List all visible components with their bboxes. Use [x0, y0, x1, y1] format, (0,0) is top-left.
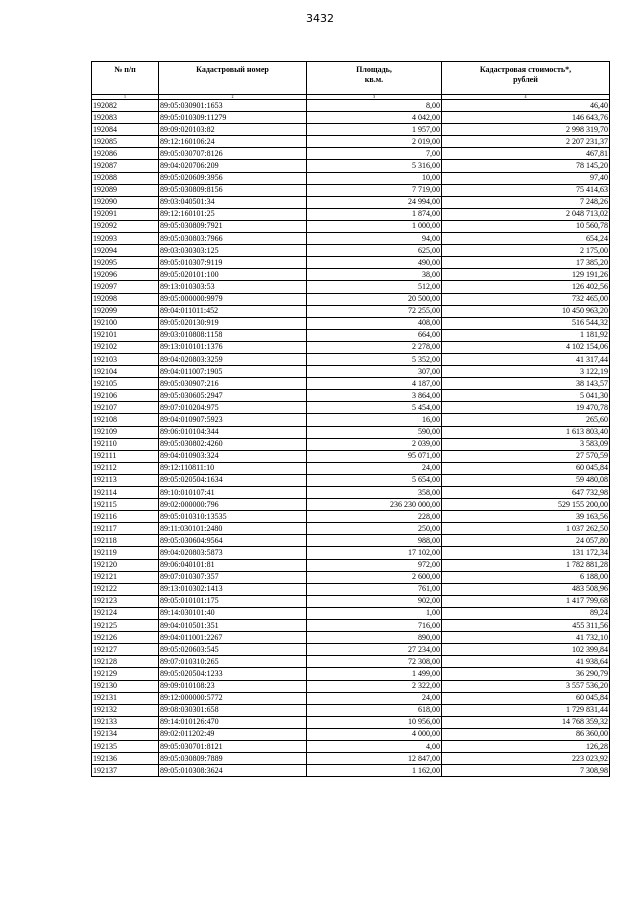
cadastral-number-cell: 89:02:000000:796: [159, 499, 307, 511]
cadastral-value-cell: 223 023,92: [442, 753, 610, 765]
table-row: [92, 317, 610, 329]
row-number-cell: 192105: [92, 378, 159, 390]
row-number-cell: 192113: [92, 474, 159, 486]
cadastral-number-cell: 89:08:030301:658: [159, 704, 307, 716]
area-cell: 27 234,00: [307, 644, 442, 656]
area-cell: 5 316,00: [307, 160, 442, 172]
row-number-cell: 192126: [92, 632, 159, 644]
table-row: [92, 632, 610, 644]
row-number-cell: 192103: [92, 353, 159, 365]
cadastral-value-cell: 1 613 803,40: [442, 426, 610, 438]
cadastral-number-cell: 89:04:011007:1905: [159, 366, 307, 378]
cadastral-number-cell: 89:05:010308:3624: [159, 765, 307, 777]
row-number-cell: 192089: [92, 184, 159, 196]
cadastral-number-cell: 89:12:000000:5772: [159, 692, 307, 704]
table-row: [92, 716, 610, 728]
cadastral-number-cell: 89:05:030802:4260: [159, 438, 307, 450]
cadastral-number-cell: 89:14:030101:40: [159, 607, 307, 619]
row-number-cell: 192102: [92, 341, 159, 353]
cadastral-number-cell: 89:14:010126:470: [159, 716, 307, 728]
cadastral-number-cell: 89:03:010808:1158: [159, 329, 307, 341]
cadastral-value-cell: 19 470,78: [442, 402, 610, 414]
cadastral-number-cell: 89:09:020103:82: [159, 124, 307, 136]
cadastral-number-cell: 89:04:011001:2267: [159, 632, 307, 644]
area-cell: 7,00: [307, 148, 442, 160]
cadastral-number-cell: 89:05:030901:1653: [159, 100, 307, 112]
cadastral-number-cell: 89:11:030101:2480: [159, 523, 307, 535]
row-number-cell: 192084: [92, 124, 159, 136]
cadastral-number-cell: 89:05:020101:100: [159, 269, 307, 281]
cadastral-number-cell: 89:05:030809:8156: [159, 184, 307, 196]
cadastral-value-cell: 7 248,26: [442, 196, 610, 208]
cadastral-value-cell: 1 417 799,68: [442, 595, 610, 607]
cadastral-number-cell: 89:04:011011:452: [159, 305, 307, 317]
cadastral-number-cell: 89:04:020803:3259: [159, 353, 307, 365]
area-cell: 228,00: [307, 511, 442, 523]
row-number-cell: 192129: [92, 668, 159, 680]
row-number-cell: 192121: [92, 571, 159, 583]
cadastral-value-cell: 2 175,00: [442, 245, 610, 257]
table-row: [92, 438, 610, 450]
area-cell: 16,00: [307, 414, 442, 426]
area-cell: 236 230 000,00: [307, 499, 442, 511]
cadastral-value-cell: 41 938,64: [442, 656, 610, 668]
cadastral-number-cell: 89:03:040501:34: [159, 196, 307, 208]
area-cell: 716,00: [307, 620, 442, 632]
area-cell: 664,00: [307, 329, 442, 341]
table-row: [92, 148, 610, 160]
table-row: [92, 208, 610, 220]
area-cell: 902,00: [307, 595, 442, 607]
area-cell: 72 255,00: [307, 305, 442, 317]
table-row: [92, 426, 610, 438]
row-number-cell: 192106: [92, 390, 159, 402]
area-cell: 4 187,00: [307, 378, 442, 390]
row-number-cell: 192135: [92, 740, 159, 752]
cadastral-value-cell: 265,60: [442, 414, 610, 426]
row-number-cell: 192137: [92, 765, 159, 777]
table-row: [92, 559, 610, 571]
table-row: [92, 245, 610, 257]
area-cell: 590,00: [307, 426, 442, 438]
cadastral-number-cell: 89:05:030707:8126: [159, 148, 307, 160]
row-number-cell: 192115: [92, 499, 159, 511]
cadastral-value-cell: 732 465,00: [442, 293, 610, 305]
row-number-cell: 192120: [92, 559, 159, 571]
table-row: [92, 366, 610, 378]
area-cell: 972,00: [307, 559, 442, 571]
table-row: [92, 535, 610, 547]
row-number-cell: 192087: [92, 160, 159, 172]
cadastral-value-cell: 126,28: [442, 740, 610, 752]
area-cell: 72 308,00: [307, 656, 442, 668]
table-row: [92, 196, 610, 208]
cadastral-number-cell: 89:05:020603:545: [159, 644, 307, 656]
table-row: [92, 740, 610, 752]
row-number-cell: 192109: [92, 426, 159, 438]
row-number-cell: 192085: [92, 136, 159, 148]
row-number-cell: 192136: [92, 753, 159, 765]
area-cell: 24,00: [307, 692, 442, 704]
table-row: [92, 571, 610, 583]
table-row: [92, 595, 610, 607]
table-row: [92, 233, 610, 245]
row-number-cell: 192122: [92, 583, 159, 595]
area-cell: 625,00: [307, 245, 442, 257]
area-cell: 4,00: [307, 740, 442, 752]
cadastral-number-cell: 89:04:010501:351: [159, 620, 307, 632]
area-cell: 10 956,00: [307, 716, 442, 728]
cadastral-value-cell: 41 317,44: [442, 353, 610, 365]
cadastral-value-cell: 1 782 881,28: [442, 559, 610, 571]
cadastral-number-cell: 89:13:010101:1376: [159, 341, 307, 353]
column-index: 1: [92, 95, 159, 100]
table-row: [92, 269, 610, 281]
row-number-cell: 192107: [92, 402, 159, 414]
row-number-cell: 192133: [92, 716, 159, 728]
cadastral-value-cell: 647 732,98: [442, 487, 610, 499]
area-cell: 2 278,00: [307, 341, 442, 353]
row-number-cell: 192086: [92, 148, 159, 160]
cadastral-value-cell: 14 768 359,32: [442, 716, 610, 728]
area-cell: 2 600,00: [307, 571, 442, 583]
table-row: [92, 378, 610, 390]
column-index: 2: [159, 95, 307, 100]
area-cell: 2 019,00: [307, 136, 442, 148]
table-row: [92, 257, 610, 269]
row-number-cell: 192116: [92, 511, 159, 523]
table-row: [92, 462, 610, 474]
area-cell: 250,00: [307, 523, 442, 535]
cadastral-value-cell: 2 207 231,37: [442, 136, 610, 148]
cadastral-value-cell: 27 570,59: [442, 450, 610, 462]
cadastral-number-cell: 89:07:010310:265: [159, 656, 307, 668]
cadastral-number-cell: 89:05:030809:7921: [159, 220, 307, 232]
area-cell: 490,00: [307, 257, 442, 269]
cadastral-value-cell: 59 480,08: [442, 474, 610, 486]
area-cell: 17 102,00: [307, 547, 442, 559]
row-number-cell: 192128: [92, 656, 159, 668]
cadastral-value-cell: 6 188,00: [442, 571, 610, 583]
row-number-cell: 192098: [92, 293, 159, 305]
cadastral-number-cell: 89:05:030907:216: [159, 378, 307, 390]
area-cell: 38,00: [307, 269, 442, 281]
cadastral-number-cell: 89:12:110811:10: [159, 462, 307, 474]
table-row: [92, 184, 610, 196]
cadastral-value-cell: 86 360,00: [442, 728, 610, 740]
area-cell: 408,00: [307, 317, 442, 329]
cadastral-number-cell: 89:05:010310:13535: [159, 511, 307, 523]
area-cell: 8,00: [307, 100, 442, 112]
row-number-cell: 192091: [92, 208, 159, 220]
cadastral-value-cell: 1 729 831,44: [442, 704, 610, 716]
cadastral-number-cell: 89:12:160106:24: [159, 136, 307, 148]
row-number-cell: 192095: [92, 257, 159, 269]
table-row: [92, 281, 610, 293]
area-cell: 512,00: [307, 281, 442, 293]
cadastral-value-cell: 60 045,84: [442, 462, 610, 474]
row-number-cell: 192123: [92, 595, 159, 607]
area-cell: 7 719,00: [307, 184, 442, 196]
area-cell: 10,00: [307, 172, 442, 184]
table-row: [92, 112, 610, 124]
row-number-cell: 192124: [92, 607, 159, 619]
cadastral-number-cell: 89:09:010108:23: [159, 680, 307, 692]
table-row: [92, 523, 610, 535]
cadastral-value-cell: 1 037 262,50: [442, 523, 610, 535]
area-cell: 5 454,00: [307, 402, 442, 414]
table-row: [92, 511, 610, 523]
cadastral-number-cell: 89:07:010204:975: [159, 402, 307, 414]
cadastral-number-cell: 89:06:010104:344: [159, 426, 307, 438]
area-cell: 1 162,00: [307, 765, 442, 777]
cadastral-number-cell: 89:05:010309:11279: [159, 112, 307, 124]
table-row: [92, 160, 610, 172]
header-row-number: № п/п: [92, 62, 159, 95]
row-number-cell: 192082: [92, 100, 159, 112]
cadastral-value-cell: 39 163,56: [442, 511, 610, 523]
cadastral-value-cell: 4 102 154,06: [442, 341, 610, 353]
cadastral-value-cell: 146 643,76: [442, 112, 610, 124]
area-cell: 1 874,00: [307, 208, 442, 220]
cadastral-value-cell: 2 048 713,02: [442, 208, 610, 220]
cadastral-value-cell: 38 143,57: [442, 378, 610, 390]
row-number-cell: 192092: [92, 220, 159, 232]
row-number-cell: 192119: [92, 547, 159, 559]
area-cell: 618,00: [307, 704, 442, 716]
table-row: [92, 305, 610, 317]
cadastral-number-cell: 89:06:040101:81: [159, 559, 307, 571]
table-row: [92, 704, 610, 716]
cadastral-value-cell: 46,40: [442, 100, 610, 112]
table-row: [92, 753, 610, 765]
cadastral-value-cell: 516 544,32: [442, 317, 610, 329]
cadastral-value-cell: 5 041,30: [442, 390, 610, 402]
area-cell: 358,00: [307, 487, 442, 499]
area-cell: 1,00: [307, 607, 442, 619]
row-number-cell: 192125: [92, 620, 159, 632]
cadastral-number-cell: 89:05:020504:1634: [159, 474, 307, 486]
cadastral-number-cell: 89:05:030809:7889: [159, 753, 307, 765]
table-row: [92, 329, 610, 341]
cadastral-value-cell: 483 508,96: [442, 583, 610, 595]
table-row: [92, 765, 610, 777]
area-cell: 95 071,00: [307, 450, 442, 462]
row-number-cell: 192088: [92, 172, 159, 184]
cadastral-value-cell: 89,24: [442, 607, 610, 619]
header-area: Площадь, кв.м.: [307, 62, 442, 95]
cadastral-value-cell: 126 402,56: [442, 281, 610, 293]
table-row: [92, 583, 610, 595]
table-row: [92, 547, 610, 559]
cadastral-number-cell: 89:05:030803:7966: [159, 233, 307, 245]
table-row: [92, 390, 610, 402]
area-cell: 1 957,00: [307, 124, 442, 136]
row-number-cell: 192099: [92, 305, 159, 317]
cadastral-value-cell: 1 181,92: [442, 329, 610, 341]
table-row: [92, 353, 610, 365]
area-cell: 2 039,00: [307, 438, 442, 450]
area-cell: 890,00: [307, 632, 442, 644]
cadastral-value-cell: 7 308,98: [442, 765, 610, 777]
area-cell: 12 847,00: [307, 753, 442, 765]
table-row: [92, 100, 610, 112]
cadastral-number-cell: 89:05:030701:8121: [159, 740, 307, 752]
cadastral-number-cell: 89:13:010303:53: [159, 281, 307, 293]
row-number-cell: 192090: [92, 196, 159, 208]
row-number-cell: 192110: [92, 438, 159, 450]
area-cell: 94,00: [307, 233, 442, 245]
cadastral-number-cell: 89:04:010907:5923: [159, 414, 307, 426]
row-number-cell: 192108: [92, 414, 159, 426]
table-row: [92, 402, 610, 414]
cadastral-value-cell: 455 311,56: [442, 620, 610, 632]
area-cell: 5 352,00: [307, 353, 442, 365]
table-row: [92, 644, 610, 656]
row-number-cell: 192130: [92, 680, 159, 692]
header-cadastral-number: Кадастровый номер: [159, 62, 307, 95]
row-number-cell: 192101: [92, 329, 159, 341]
row-number-cell: 192131: [92, 692, 159, 704]
table-row: [92, 728, 610, 740]
column-index: 3: [307, 95, 442, 100]
table-row: [92, 680, 610, 692]
table-row: [92, 692, 610, 704]
cadastral-number-cell: 89:05:030604:9564: [159, 535, 307, 547]
area-cell: 3 864,00: [307, 390, 442, 402]
cadastral-value-cell: 3 583,09: [442, 438, 610, 450]
table-row: [92, 668, 610, 680]
cadastral-value-cell: 36 290,79: [442, 668, 610, 680]
table-row: [92, 124, 610, 136]
cadastral-number-cell: 89:12:160101:25: [159, 208, 307, 220]
cadastral-value-cell: 102 399,84: [442, 644, 610, 656]
area-cell: 4 000,00: [307, 728, 442, 740]
cadastral-value-cell: 75 414,63: [442, 184, 610, 196]
table-body: [92, 100, 610, 777]
area-cell: 4 042,00: [307, 112, 442, 124]
cadastral-value-cell: 131 172,34: [442, 547, 610, 559]
area-cell: 20 500,00: [307, 293, 442, 305]
row-number-cell: 192093: [92, 233, 159, 245]
row-number-cell: 192114: [92, 487, 159, 499]
cadastral-number-cell: 89:05:020130:919: [159, 317, 307, 329]
row-number-cell: 192094: [92, 245, 159, 257]
area-cell: 24 994,00: [307, 196, 442, 208]
row-number-cell: 192112: [92, 462, 159, 474]
cadastral-number-cell: 89:04:020803:5873: [159, 547, 307, 559]
cadastral-number-cell: 89:13:010302:1413: [159, 583, 307, 595]
cadastral-value-cell: 60 045,84: [442, 692, 610, 704]
cadastral-value-cell: 24 057,80: [442, 535, 610, 547]
cadastral-number-cell: 89:10:010107:41: [159, 487, 307, 499]
header-cadastral-value: Кадастровая стоимость*, рублей: [442, 62, 610, 95]
row-number-cell: 192127: [92, 644, 159, 656]
table-row: [92, 341, 610, 353]
row-number-cell: 192096: [92, 269, 159, 281]
row-number-cell: 192083: [92, 112, 159, 124]
table-row: [92, 474, 610, 486]
cadastral-value-cell: 3 557 536,20: [442, 680, 610, 692]
cadastral-number-cell: 89:05:020504:1233: [159, 668, 307, 680]
row-number-cell: 192134: [92, 728, 159, 740]
page-number: 3432: [306, 12, 334, 25]
area-cell: 307,00: [307, 366, 442, 378]
cadastral-value-cell: 529 155 200,00: [442, 499, 610, 511]
row-number-cell: 192111: [92, 450, 159, 462]
table-row: [92, 487, 610, 499]
cadastral-number-cell: 89:04:020706:209: [159, 160, 307, 172]
area-cell: 988,00: [307, 535, 442, 547]
cadastral-number-cell: 89:04:010903:324: [159, 450, 307, 462]
row-number-cell: 192132: [92, 704, 159, 716]
cadastral-value-cell: 41 732,10: [442, 632, 610, 644]
area-cell: 2 322,00: [307, 680, 442, 692]
cadastral-value-cell: 78 145,20: [442, 160, 610, 172]
cadastral-number-cell: 89:05:010307:9119: [159, 257, 307, 269]
row-number-cell: 192097: [92, 281, 159, 293]
cadastral-value-cell: 3 122,19: [442, 366, 610, 378]
table-row: [92, 450, 610, 462]
table-row: [92, 656, 610, 668]
cadastral-number-cell: 89:05:030605:2947: [159, 390, 307, 402]
cadastral-value-cell: 10 560,78: [442, 220, 610, 232]
table-header-row: [92, 62, 610, 95]
row-number-cell: 192104: [92, 366, 159, 378]
cadastral-number-cell: 89:03:030303:125: [159, 245, 307, 257]
cadastral-number-cell: 89:05:010101:175: [159, 595, 307, 607]
table-row: [92, 136, 610, 148]
table-row: [92, 414, 610, 426]
area-cell: 761,00: [307, 583, 442, 595]
cadastral-value-cell: 17 385,20: [442, 257, 610, 269]
cadastral-number-cell: 89:07:010307:357: [159, 571, 307, 583]
table-row: [92, 293, 610, 305]
cadastral-value-cell: 2 998 319,70: [442, 124, 610, 136]
table-row: [92, 220, 610, 232]
row-number-cell: 192118: [92, 535, 159, 547]
cadastral-value-cell: 97,40: [442, 172, 610, 184]
cadastral-number-cell: 89:02:011202:49: [159, 728, 307, 740]
cadastral-table: [91, 61, 610, 777]
column-index: 4: [442, 95, 610, 100]
table-row: [92, 607, 610, 619]
area-cell: 5 654,00: [307, 474, 442, 486]
table-row: [92, 620, 610, 632]
cadastral-number-cell: 89:05:000000:9979: [159, 293, 307, 305]
cadastral-value-cell: 467,81: [442, 148, 610, 160]
area-cell: 24,00: [307, 462, 442, 474]
table-row: [92, 499, 610, 511]
cadastral-value-cell: 10 450 963,20: [442, 305, 610, 317]
area-cell: 1 000,00: [307, 220, 442, 232]
row-number-cell: 192100: [92, 317, 159, 329]
cadastral-number-cell: 89:05:020609:3956: [159, 172, 307, 184]
area-cell: 1 499,00: [307, 668, 442, 680]
cadastral-value-cell: 129 191,26: [442, 269, 610, 281]
row-number-cell: 192117: [92, 523, 159, 535]
cadastral-value-cell: 654,24: [442, 233, 610, 245]
table-row: [92, 172, 610, 184]
